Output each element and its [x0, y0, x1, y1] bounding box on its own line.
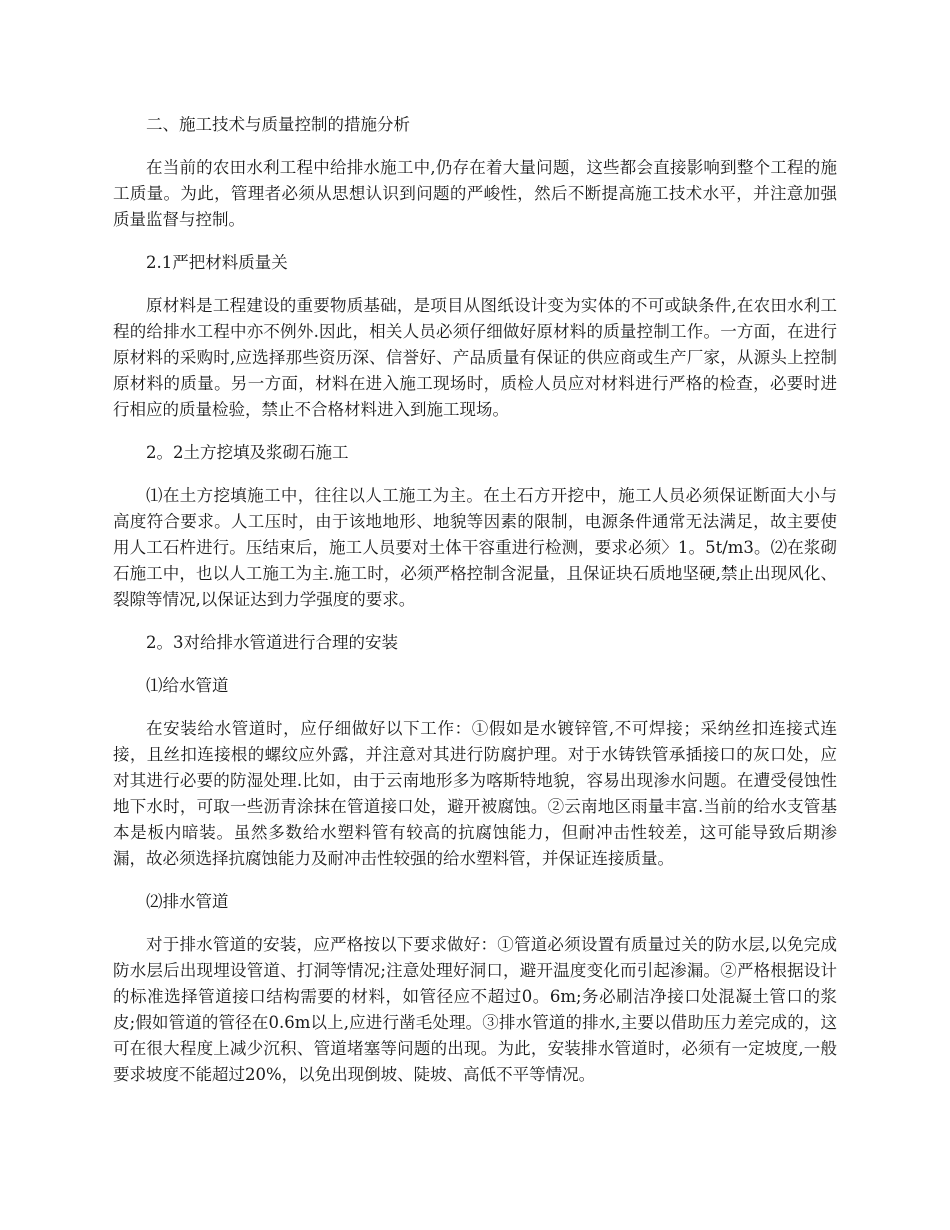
subheading-2-1: 2.1严把材料质量关	[146, 253, 288, 272]
section-heading-2: 二、施工技术与质量控制的措施分析	[146, 115, 410, 134]
earthwork-paragraph: ⑴在土方挖填施工中，往往以人工施工为主。在土石方开挖中，施工人员必须保证断面大小与高度符合要求。人工压时，由于该地地形、地貌等因素的限制，电源条件通常无法满足，故主要使用人工石杵进行。压结束后，施工人员要对土体干容重进行检测，要求必须〉1。5t/m3。⑵在浆砌石施工中，也以人工施工为主.施工时，必须严格控制含泥量，且保证块石质地坚硬,禁止出现风化、裂隙等情况,以保证达到力学强度的要求。	[113, 486, 837, 609]
intro-paragraph: 在当前的农田水利工程中给排水施工中,仍存在着大量问题，这些都会直接影响到整个工程的施工质量。为此，管理者必须从思想认识到问题的严峻性，然后不断提高施工技术水平，并注意加强质量监督与控制。	[113, 158, 837, 229]
water-supply-paragraph: 在安装给水管道时，应仔细做好以下工作：①假如是水镀锌管,不可焊接；采纳丝扣连接式连接，且丝扣连接根的螺纹应外露，并注意对其进行防腐护理。对于水铸铁管承插接口的灰口处，应对其进行必要的防湿处理.比如，由于云南地形多为喀斯特地貌，容易出现渗水问题。在遭受侵蚀性地下水时，可取一些沥青涂抹在管道接口处，避开被腐蚀。②云南地区雨量丰富.当前的给水支管基本是板内暗装。虽然多数给水塑料管有较高的抗腐蚀能力，但耐冲击性较差，这可能导致后期渗漏，故必须选择抗腐蚀能力及耐冲击性较强的给水塑料管，并保证连接质量。	[113, 719, 837, 868]
subheading-drainage: ⑵排水管道	[146, 892, 229, 911]
subheading-2-2: 2。2土方挖填及浆砌石施工	[146, 443, 349, 462]
materials-paragraph: 原材料是工程建设的重要物质基础，是项目从图纸设计变为实体的不可或缺条件,在农田水利工程的给排水工程中亦不例外.因此，相关人员必须仔细做好原材料的质量控制工作。一方面，在进行原材料的采购时,应选择那些资历深、信誉好、产品质量有保证的供应商或生产厂家，从源头上控制原材料的质量。另一方面，材料在进入施工现场时，质检人员应对材料进行严格的检查，必要时进行相应的质量检验，禁止不合格材料进入到施工现场。	[113, 296, 837, 419]
subheading-water-supply: ⑴给水管道	[146, 676, 229, 695]
subheading-2-3: 2。3对给排水管道进行合理的安装	[146, 633, 398, 652]
drainage-paragraph: 对于排水管道的安装，应严格按以下要求做好：①管道必须设置有质量过关的防水层,以免完成防水层后出现埋设管道、打洞等情况;注意处理好洞口，避开温度变化而引起渗漏。②严格根据设计的标准选择管道接口结构需要的材料，如管径应不超过0。6m;务必刷洁净接口处混凝土管口的浆皮;假如管道的管径在0.6m以上,应进行凿毛处理。③排水管道的排水,主要以借助压力差完成的，这可在很大程度上减少沉积、管道堵塞等问题的出现。为此，安装排水管道时，必须有一定坡度,一般要求坡度不能超过20%，以免出现倒坡、陡坡、高低不平等情况。	[113, 935, 837, 1084]
document-page	[113, 112, 837, 1105]
